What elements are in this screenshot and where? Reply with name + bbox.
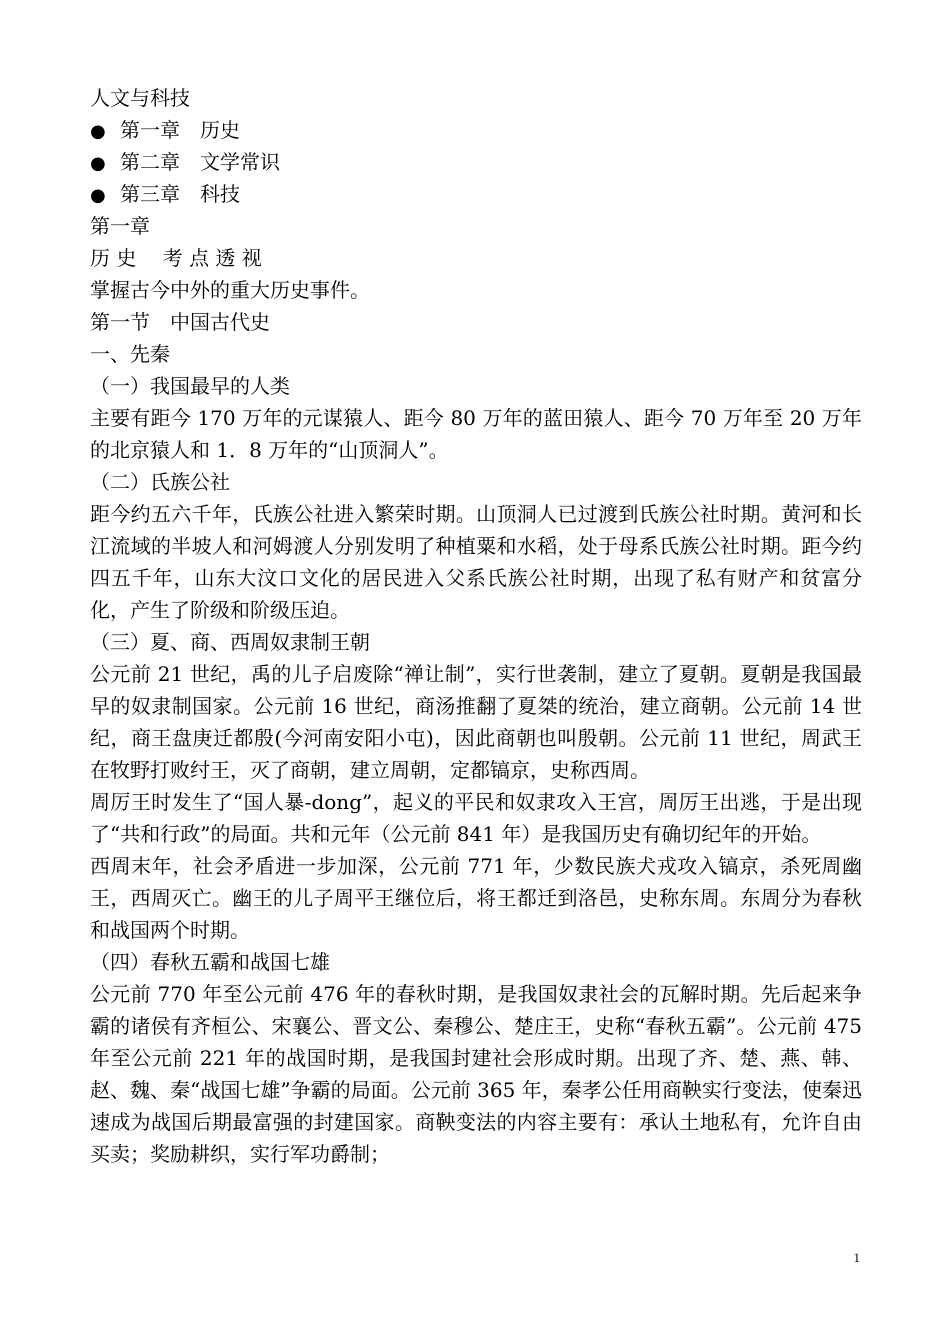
part-heading-1: （一）我国最早的人类 xyxy=(90,374,290,398)
part-heading-2: （二）氏族公社 xyxy=(90,470,230,494)
chapter-heading: 第一章 xyxy=(90,214,150,238)
paragraph: 距今约五六千年，氏族公社进入繁荣时期。山顶洞人已过渡到氏族公社时期。黄河和长江流域的半坡人和河姆渡人分别发明了种植粟和水稻，处于母系氏族公社时期。距今约四五千年，山东大汶口文化的居民进入父系氏族公社时期，出现了私有财产和贫富分化，产生了阶级和阶级压迫。 xyxy=(90,502,862,622)
part-heading-3: （三）夏、商、西周奴隶制王朝 xyxy=(90,630,370,654)
page-number: 1 xyxy=(853,1250,860,1265)
bullet-icon: ● xyxy=(90,185,106,206)
toc-item-label: 第二章 文学常识 xyxy=(120,150,280,174)
toc-item-label: 第三章 科技 xyxy=(120,182,240,206)
toc-item-2 xyxy=(90,146,862,178)
bullet-icon: ● xyxy=(90,153,106,174)
paragraph: 周厉王时发生了“国人暴-dong”，起义的平民和奴隶攻入王宫，周厉王出逃，于是出现了“共和行政”的局面。共和元年（公元前 841 年）是我国历史有确切纪年的开始。 xyxy=(90,790,862,846)
document-title: 人文与科技 xyxy=(90,86,190,110)
toc-item-label: 第一章 历史 xyxy=(120,118,240,142)
bullet-icon: ● xyxy=(90,121,106,142)
paragraph: 西周末年，社会矛盾进一步加深，公元前 771 年，少数民族犬戎攻入镐京，杀死周幽王，西周灭亡。幽王的儿子周平王继位后，将王都迁到洛邑，史称东周。东周分为春秋和战国两个时期。 xyxy=(90,854,862,942)
paragraph: 公元前 770 年至公元前 476 年的春秋时期，是我国奴隶社会的瓦解时期。先后起来争霸的诸侯有齐桓公、宋襄公、晋文公、秦穆公、楚庄王，史称“春秋五霸”。公元前 475 年至公元前 221 年的战国时期，是我国封建社会形成时期。出现了齐、楚、燕、韩、赵、魏、秦“战国七雄”争霸的局面。公元前 365 年，秦孝公任用商鞅实行变法，使秦迅速成为战国后期最富强的封建国家。商鞅变法的内容主要有：承认土地私有，允许自由买卖；奖励耕织，实行军功爵制； xyxy=(90,982,862,1166)
paragraph: 主要有距今 170 万年的元谋猿人、距今 80 万年的蓝田猿人、距今 70 万年至 20 万年的北京猿人和 1．8 万年的“山顶洞人”。 xyxy=(90,406,862,462)
toc-item-1 xyxy=(90,114,862,146)
part-heading-4: （四）春秋五霸和战国七雄 xyxy=(90,950,330,974)
toc-item-3 xyxy=(90,178,862,210)
subsection-heading: 一、先秦 xyxy=(90,342,170,366)
chapter-subtitle: 历 史 考 点 透 视 xyxy=(90,246,262,270)
document-body xyxy=(90,82,862,1170)
paragraph: 公元前 21 世纪，禹的儿子启废除“禅让制”，实行世袭制，建立了夏朝。夏朝是我国最早的奴隶制国家。公元前 16 世纪，商汤推翻了夏桀的统治，建立商朝。公元前 14 世纪，商王盘庚迁都殷(今河南安阳小屯)，因此商朝也叫殷朝。公元前 11 世纪，周武王在牧野打败纣王，灭了商朝，建立周朝，定都镐京，史称西周。 xyxy=(90,662,862,782)
section-heading: 第一节 中国古代史 xyxy=(90,310,270,334)
chapter-intro: 掌握古今中外的重大历史事件。 xyxy=(90,278,370,302)
